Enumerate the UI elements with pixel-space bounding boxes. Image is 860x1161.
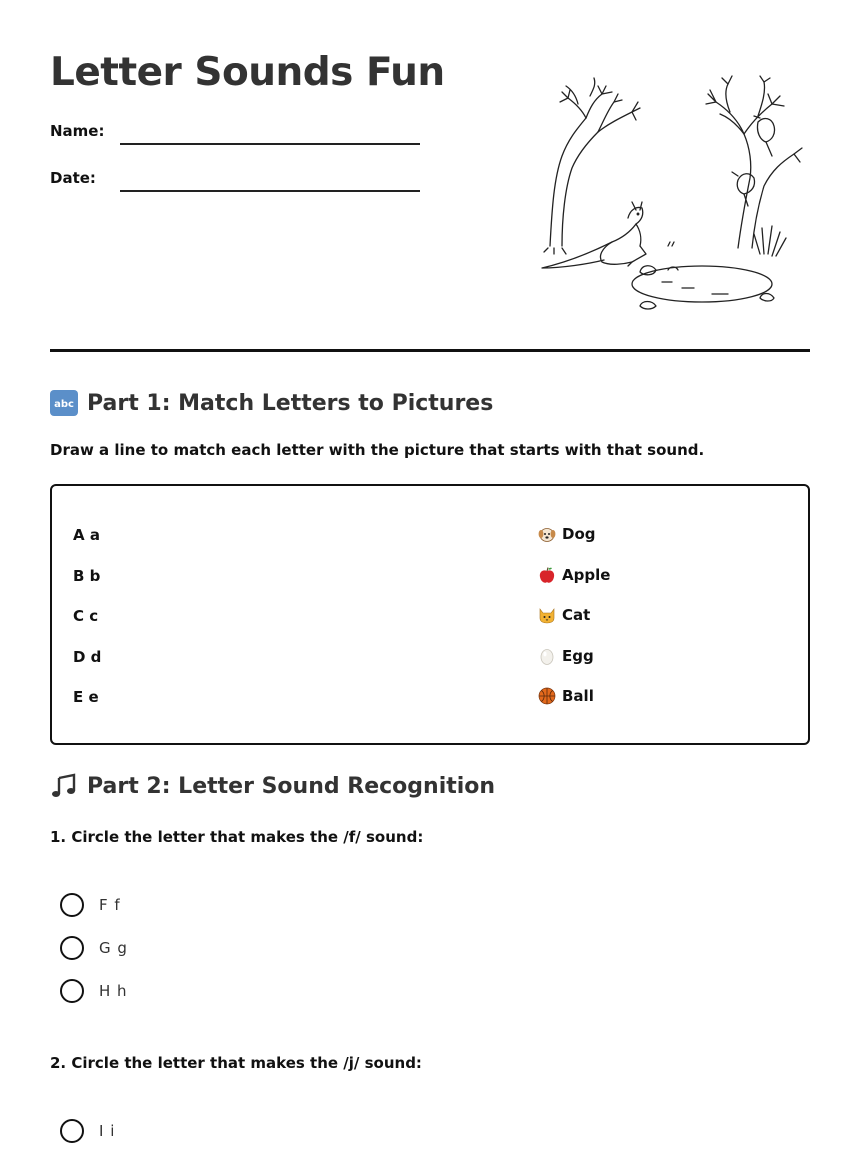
letter-item-d[interactable]: D d <box>73 648 102 666</box>
letter-item-e[interactable]: E e <box>73 688 99 706</box>
picture-label-apple: Apple <box>562 566 611 584</box>
letter-item-a[interactable]: A a <box>73 526 100 544</box>
worksheet-title: Letter Sounds Fun <box>50 50 445 95</box>
letter-item-b[interactable]: B b <box>73 567 101 585</box>
apple-icon <box>538 566 556 584</box>
picture-label-egg: Egg <box>562 647 594 665</box>
date-field-line[interactable] <box>120 190 420 192</box>
radio-circle[interactable] <box>60 1119 84 1143</box>
picture-label-ball: Ball <box>562 687 594 705</box>
question-1-option-g[interactable] <box>60 936 128 960</box>
radio-circle[interactable] <box>60 936 84 960</box>
ball-icon <box>538 687 556 705</box>
music-note-icon <box>50 772 78 800</box>
picture-label-cat: Cat <box>562 606 591 624</box>
picture-label-dog: Dog <box>562 525 596 543</box>
abc-icon <box>50 390 78 416</box>
picture-item-cat[interactable] <box>538 606 590 624</box>
outback-illustration <box>532 68 812 318</box>
name-label: Name: <box>50 122 105 140</box>
matching-box <box>50 484 810 745</box>
option-label: G g <box>99 939 128 957</box>
dog-icon <box>538 525 556 543</box>
part1-instruction: Draw a line to match each letter with the picture that starts with that sound. <box>50 441 705 459</box>
left-tree-drawing <box>544 78 640 254</box>
radio-circle[interactable] <box>60 893 84 917</box>
waterhole-drawing <box>632 242 774 309</box>
header-divider <box>50 349 810 352</box>
question-1-option-h[interactable] <box>60 979 128 1003</box>
part1-heading <box>50 390 493 416</box>
question-1-option-f[interactable] <box>60 893 121 917</box>
name-field-line[interactable] <box>120 143 420 145</box>
date-label: Date: <box>50 169 96 187</box>
option-label: H h <box>99 982 128 1000</box>
option-label: I i <box>99 1122 116 1140</box>
option-label: F f <box>99 896 121 914</box>
part2-heading-text: Part 2: Letter Sound Recognition <box>87 773 496 799</box>
cat-icon <box>538 606 556 624</box>
picture-item-dog[interactable] <box>538 525 596 543</box>
radio-circle[interactable] <box>60 979 84 1003</box>
part1-heading-text: Part 1: Match Letters to Pictures <box>87 390 494 416</box>
letter-item-c[interactable]: C c <box>73 607 99 625</box>
part2-heading <box>50 772 495 800</box>
egg-icon <box>538 647 556 665</box>
right-tree-drawing <box>706 76 802 256</box>
picture-item-egg[interactable] <box>538 647 594 665</box>
kangaroo-drawing <box>542 202 646 268</box>
picture-item-apple[interactable] <box>538 566 610 584</box>
picture-item-ball[interactable] <box>538 687 594 705</box>
question-2-prompt: 2. Circle the letter that makes the /j/ sound: <box>50 1054 422 1072</box>
question-1-prompt: 1. Circle the letter that makes the /f/ sound: <box>50 828 424 846</box>
svg-text:abc: abc <box>54 399 74 410</box>
question-2-option-i[interactable] <box>60 1119 115 1143</box>
